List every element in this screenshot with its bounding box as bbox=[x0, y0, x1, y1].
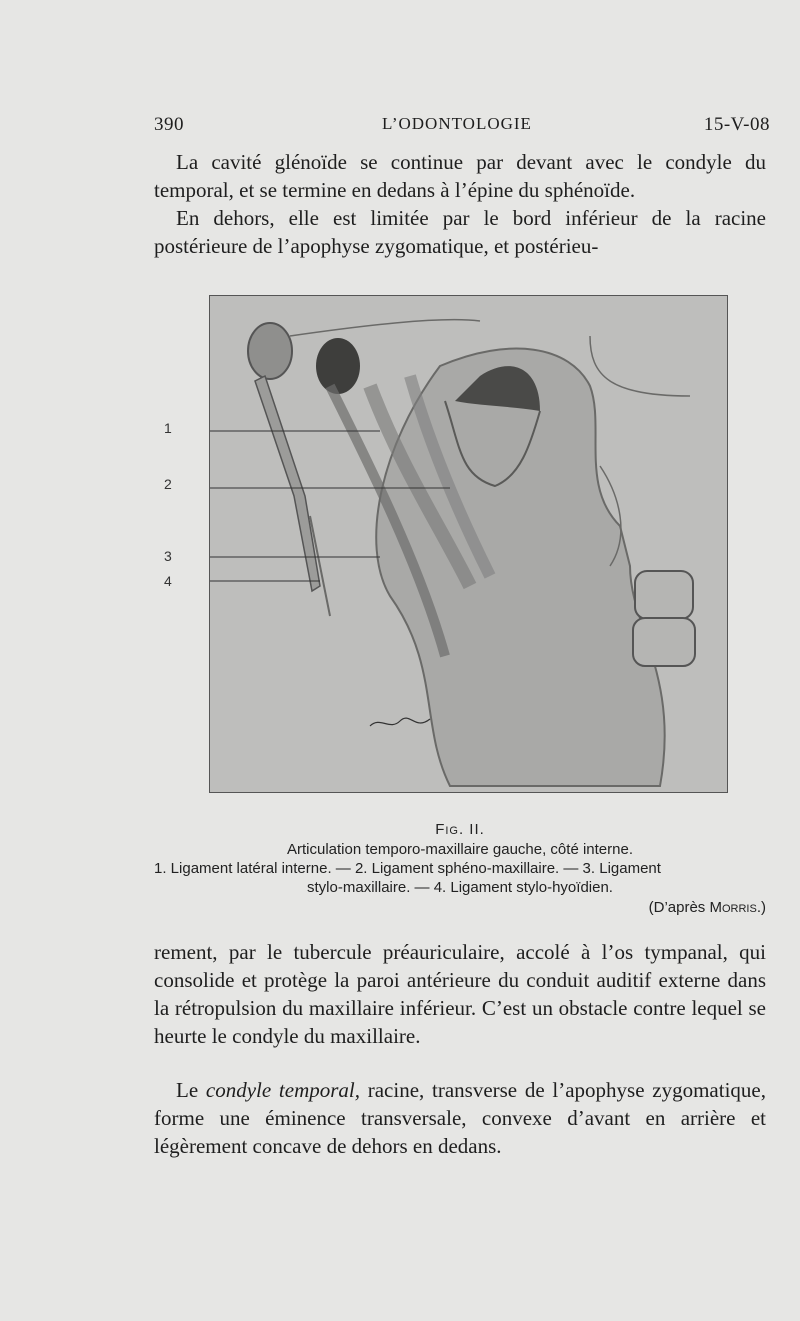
page-number: 390 bbox=[154, 114, 184, 135]
paragraph-3: rement, par le tubercule préauriculaire, accolé à l’os tympanal, qui consolide et protège la paroi antérieure du conduit auditif externe dans la rétropulsion du maxillaire inférieur. C’est un obstacle contre lequel se heurte le condyle du maxillaire. bbox=[154, 940, 766, 1048]
figure-legend-line-2: stylo-maxillaire. — 4. Ligament stylo-hyoïdien. bbox=[307, 879, 613, 896]
figure-legend-line-1: 1. Ligament latéral interne. — 2. Ligament sphéno-maxillaire. — 3. Ligament bbox=[154, 860, 661, 877]
figure-caption-title: Articulation temporo-maxillaire gauche, côté interne. bbox=[286, 841, 633, 858]
paragraph-1: La cavité glénoïde se continue par devant avec le condyle du temporal, et se termine en dedans à l’épine du sphénoïde. bbox=[154, 150, 766, 202]
figure-label-4: 4 bbox=[164, 573, 172, 589]
issue-date: 15-V-08 bbox=[703, 114, 770, 135]
running-header bbox=[154, 114, 770, 138]
figure-label-1: 1 bbox=[164, 420, 172, 436]
p4-italic-term: condyle temporal, bbox=[205, 1078, 360, 1102]
figure-number: Fig. II. bbox=[435, 821, 485, 838]
anatomical-figure bbox=[209, 295, 728, 793]
anatomy-illustration bbox=[210, 296, 727, 792]
credit-prefix: (D’après bbox=[648, 899, 710, 916]
paragraph-2: En dehors, elle est limitée par le bord inférieur de la racine postérieure de l’apophyse zygomatique, et postérieu- bbox=[154, 206, 766, 258]
p4-text-end: racine, transverse de l’apophyse zygomatique, forme une éminence transversale, convexe d’avant en arrière et légèrement concave de dehors en dedans. bbox=[154, 1078, 766, 1158]
figure-label-3: 3 bbox=[164, 548, 172, 564]
journal-title: L’ODONTOLOGIE bbox=[382, 114, 532, 133]
p4-text-start: Le bbox=[176, 1078, 206, 1102]
credit-suffix: .) bbox=[756, 899, 766, 916]
paragraph-4 bbox=[154, 1076, 766, 1160]
figure-label-2: 2 bbox=[164, 476, 172, 492]
figure-caption-label bbox=[154, 820, 766, 839]
credit-author: Morris bbox=[709, 899, 757, 916]
figure-credit bbox=[154, 898, 772, 917]
